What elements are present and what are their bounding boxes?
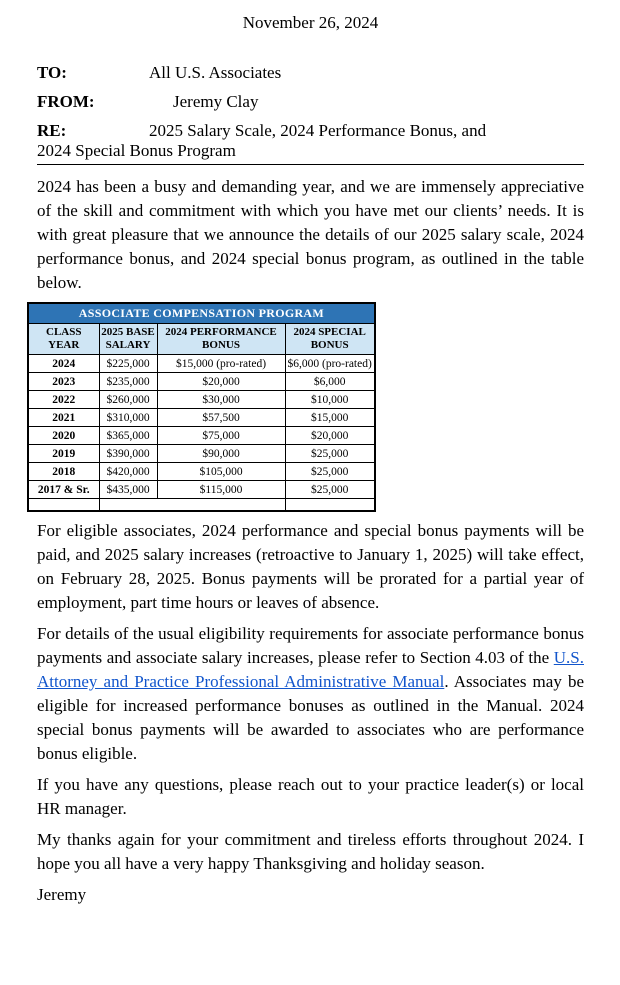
table-cell: 2024 — [28, 355, 99, 373]
col-header-base-salary: 2025 BASE SALARY — [99, 324, 157, 355]
table-cell: $20,000 — [157, 373, 285, 391]
to-label: TO: — [37, 63, 67, 82]
memo-header — [37, 63, 584, 165]
table-cell: $6,000 — [285, 373, 375, 391]
eligibility-paragraph — [37, 622, 584, 766]
memo-to-row — [37, 63, 584, 83]
table-cell — [28, 499, 99, 511]
re-value-line2: 2024 Special Bonus Program — [37, 141, 236, 160]
table-row — [28, 391, 375, 409]
table-cell: $15,000 — [285, 409, 375, 427]
table-cell: $10,000 — [285, 391, 375, 409]
table-title: ASSOCIATE COMPENSATION PROGRAM — [28, 303, 375, 324]
table-header-row — [28, 324, 375, 355]
table-cell — [99, 499, 285, 511]
questions-paragraph: If you have any questions, please reach out to your practice leader(s) or local HR manager. — [37, 774, 584, 818]
table-cell: 2020 — [28, 427, 99, 445]
table-cell: $57,500 — [157, 409, 285, 427]
col-header-class-year: CLASS YEAR — [28, 324, 99, 355]
thanks-paragraph: My thanks again for your commitment and tireless efforts throughout 2024. I hope you all have a very happy Thanksgiving and holiday season. — [37, 829, 584, 873]
table-cell: $310,000 — [99, 409, 157, 427]
table-cell: $15,000 (pro-rated) — [157, 355, 285, 373]
from-label: FROM: — [37, 92, 95, 111]
table-cell: $20,000 — [285, 427, 375, 445]
table-cell: $25,000 — [285, 481, 375, 499]
table-row — [28, 481, 375, 499]
to-value: All U.S. Associates — [149, 63, 282, 82]
table-title-row — [28, 303, 375, 324]
intro-paragraph: 2024 has been a busy and demanding year, and we are immensely appreciative of the skill and commitment with which you have met our clients’ needs. It is with great pleasure that we announce the details of our 2025 salary scale, 2024 performance bonus, and 2024 special bonus program, as outlined in the table below. — [37, 177, 584, 292]
from-value: Jeremy Clay — [173, 92, 259, 111]
col-header-performance-bonus: 2024 PERFORMANCE BONUS — [157, 324, 285, 355]
re-label: RE: — [37, 121, 67, 140]
table-cell: 2022 — [28, 391, 99, 409]
table-cell: $365,000 — [99, 427, 157, 445]
table-cell: $390,000 — [99, 445, 157, 463]
memo-from-row — [37, 92, 584, 112]
memo-re-block — [37, 121, 584, 165]
table-row — [28, 427, 375, 445]
memo-date: November 26, 2024 — [242, 13, 379, 32]
table-row — [28, 409, 375, 427]
re-value-line1: 2025 Salary Scale, 2024 Performance Bonus, and — [149, 121, 487, 140]
table-row — [28, 373, 375, 391]
table-cell: $25,000 — [285, 445, 375, 463]
table-cell: 2021 — [28, 409, 99, 427]
table-cell: 2023 — [28, 373, 99, 391]
col-header-special-bonus: 2024 SPECIAL BONUS — [285, 324, 375, 355]
memo-re-row — [37, 121, 584, 141]
table-cell: $260,000 — [99, 391, 157, 409]
table-cell: $435,000 — [99, 481, 157, 499]
table-cell: 2018 — [28, 463, 99, 481]
table-cell: $235,000 — [99, 373, 157, 391]
admin-manual-link[interactable]: U.S. Attorney and Practice Professional Administrative Manual — [37, 647, 584, 691]
table-cell: $75,000 — [157, 427, 285, 445]
table-cell: $25,000 — [285, 463, 375, 481]
table-empty-row — [28, 499, 375, 511]
payment-paragraph: For eligible associates, 2024 performance and special bonus payments will be paid, and 2025 salary increases (retroactive to January 1, 2025) will take effect, on February 28, 2025. Bonus payments will be prorated for a partial year of employment, part time hours or leaves of absence. — [37, 520, 584, 612]
signature: Jeremy — [37, 884, 87, 904]
table-cell: $90,000 — [157, 445, 285, 463]
table-cell: $225,000 — [99, 355, 157, 373]
table-row — [28, 445, 375, 463]
compensation-table — [27, 302, 376, 512]
eligibility-text-after: . Associates may be eligible for increased performance bonuses as outlined in the Manual. 2024 special bonus payments will be awarded to associates who are performance bonus eligible. — [37, 671, 584, 763]
table-cell: $30,000 — [157, 391, 285, 409]
table-cell: 2019 — [28, 445, 99, 463]
table-cell: $420,000 — [99, 463, 157, 481]
eligibility-text-before: For details of the usual eligibility requirements for associate performance bonus payments and associate salary increases, please refer to Section 4.03 of the — [37, 623, 584, 667]
table-cell — [285, 499, 375, 511]
table-cell: $115,000 — [157, 481, 285, 499]
table-row — [28, 355, 375, 373]
table-cell: $6,000 (pro-rated) — [285, 355, 375, 373]
table-cell: $105,000 — [157, 463, 285, 481]
table-cell: 2017 & Sr. — [28, 481, 99, 499]
table-row — [28, 463, 375, 481]
